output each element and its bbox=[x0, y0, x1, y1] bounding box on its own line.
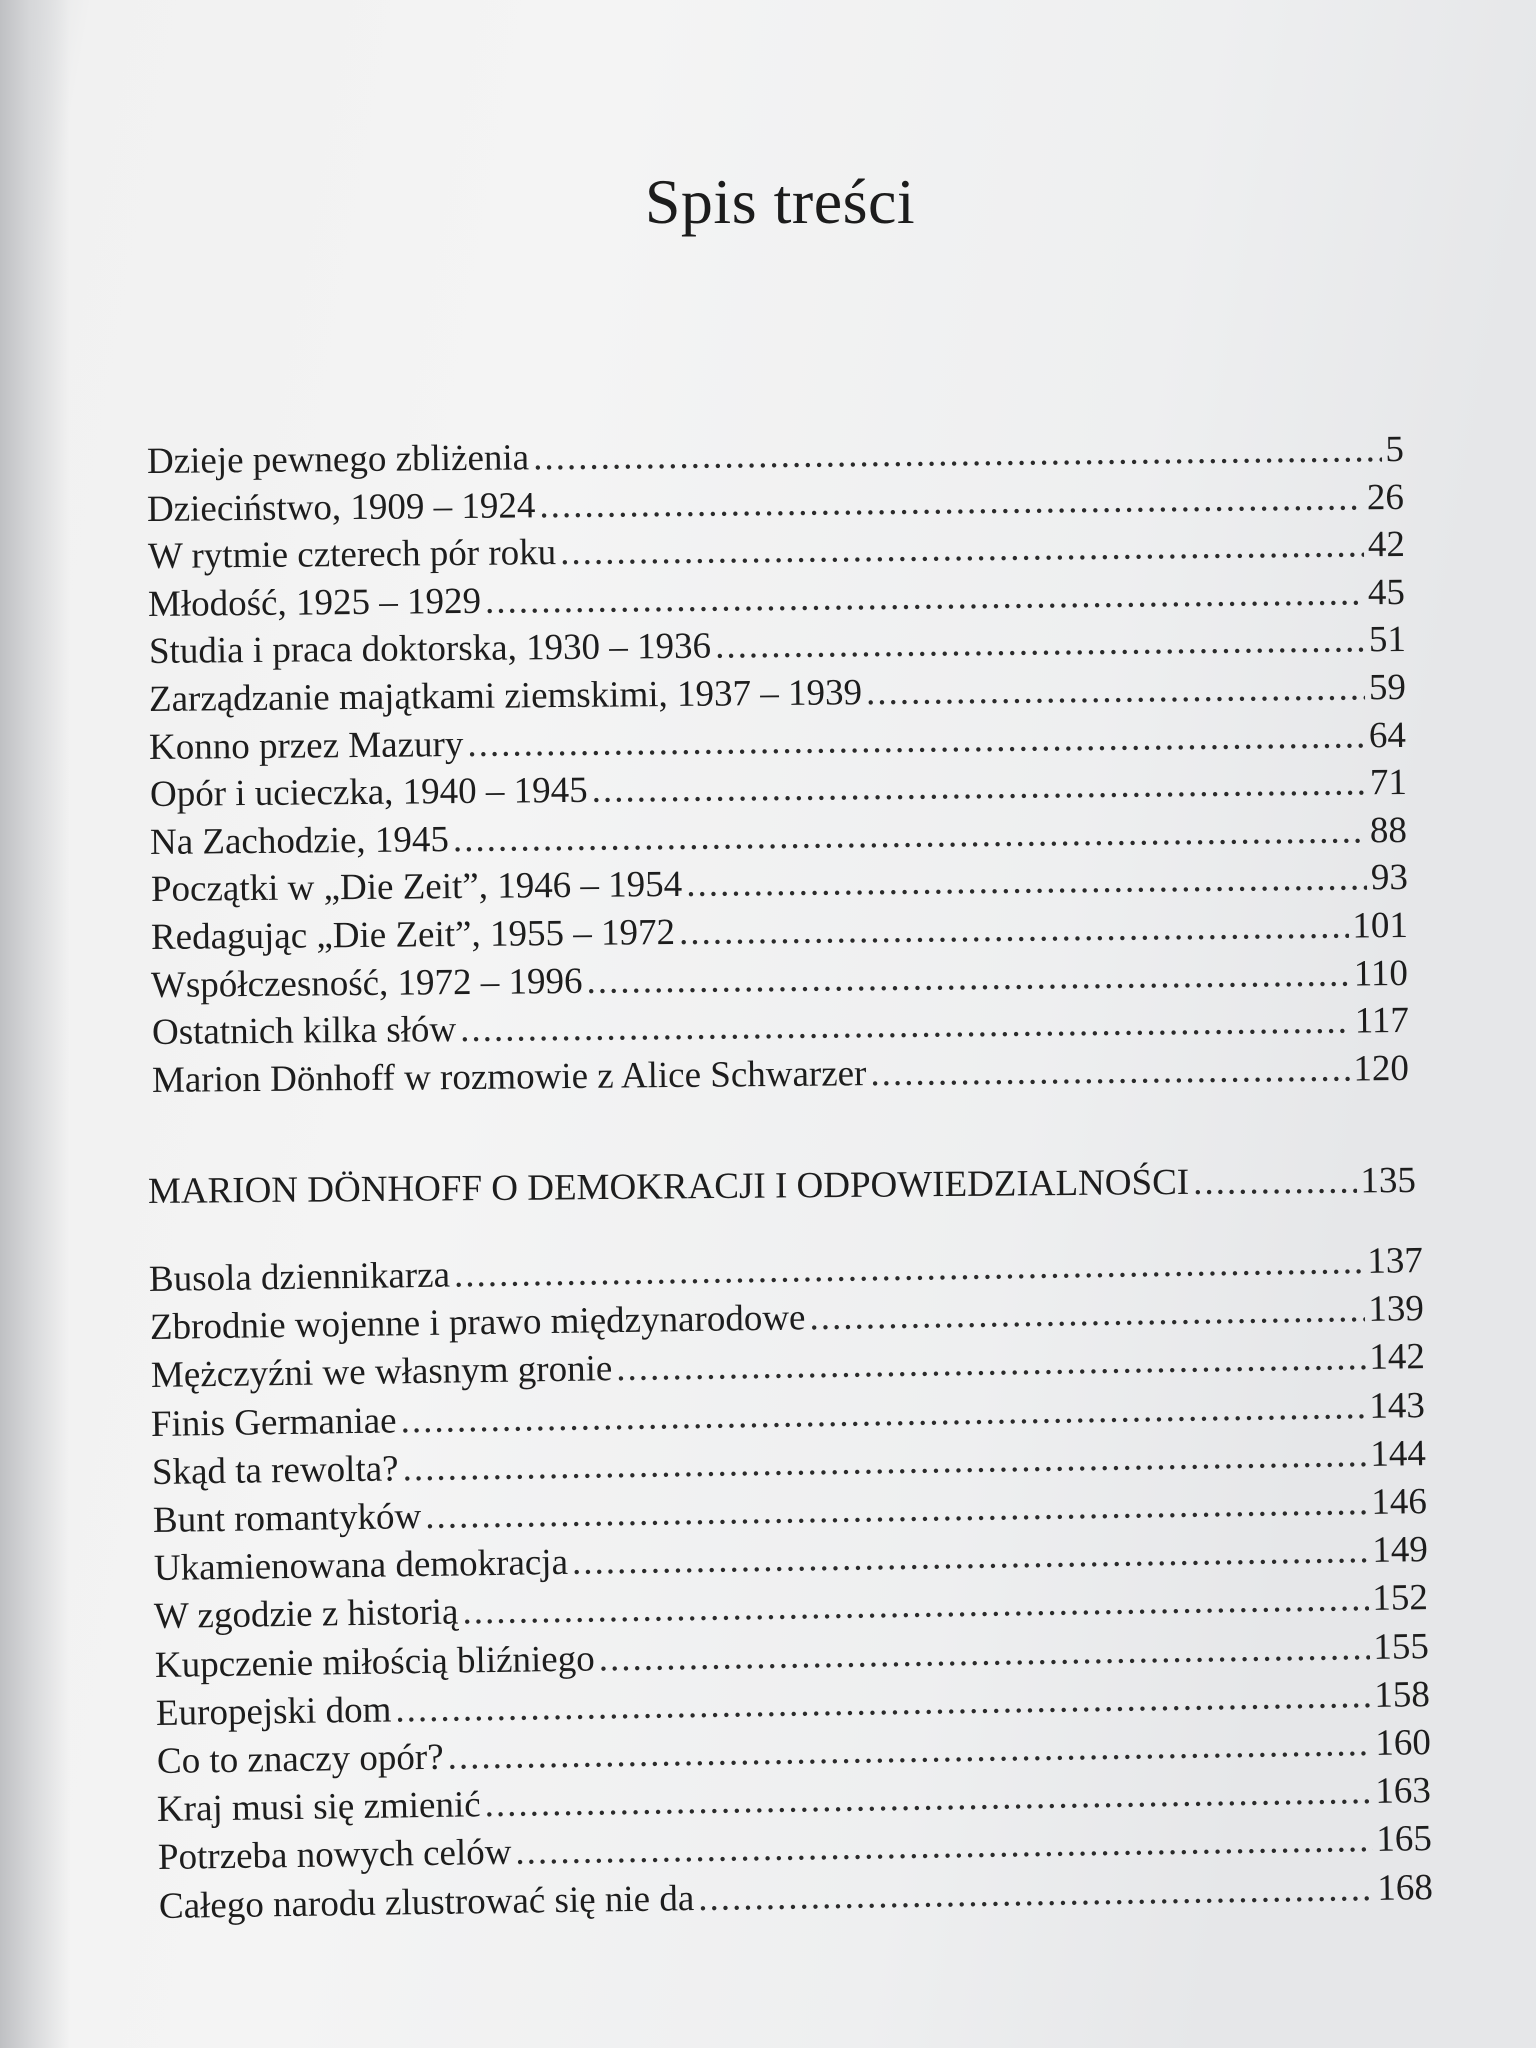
toc-entry bbox=[147, 476, 1404, 532]
toc-entry-title: Na Zachodzie, 1945 bbox=[149, 818, 450, 863]
toc-leader-dots bbox=[698, 1867, 1374, 1921]
toc-leader-dots bbox=[714, 619, 1364, 669]
toc-page-number: 143 bbox=[1369, 1384, 1426, 1427]
toc-page-number: 26 bbox=[1367, 476, 1405, 518]
toc-entry bbox=[148, 523, 1405, 579]
toc-page-number: 152 bbox=[1372, 1577, 1429, 1620]
toc-leader-dots bbox=[485, 571, 1364, 623]
toc-page-number: 51 bbox=[1368, 619, 1406, 661]
toc-entry bbox=[152, 999, 1409, 1055]
toc-page-number: 5 bbox=[1385, 428, 1405, 471]
toc-entry-title: Zbrodnie wojenne i prawo międzynarodowe bbox=[149, 1297, 806, 1349]
toc-page-number: 158 bbox=[1373, 1673, 1430, 1716]
toc-leader-dots bbox=[453, 809, 1366, 862]
toc-entry-title: Studia i praca doktorska, 1930 – 1936 bbox=[148, 625, 711, 673]
toc-page-number: 88 bbox=[1369, 809, 1408, 852]
toc-entry-title: Europejski dom bbox=[155, 1689, 392, 1734]
toc-leader-dots bbox=[809, 1288, 1365, 1340]
toc-entry-title: Całego narodu zlustrować się nie da bbox=[158, 1877, 695, 1927]
toc-entry-title: Kupczenie miłością bliźniego bbox=[154, 1638, 595, 1686]
toc-entry-title: Skąd ta rewolta? bbox=[151, 1448, 399, 1493]
toc-entry-title: Ukamienowana demokracja bbox=[153, 1542, 568, 1590]
toc-entry bbox=[148, 571, 1405, 627]
toc-entry-title: Mężczyźni we własnym gronie bbox=[150, 1348, 613, 1397]
toc-entry bbox=[152, 1047, 1409, 1103]
toc-entry-title: Młodość, 1925 – 1929 bbox=[147, 580, 482, 625]
toc-entry-title: Co to znaczy opór? bbox=[156, 1736, 444, 1782]
toc-entry-title: Dzieje pewnego zbliżenia bbox=[146, 437, 530, 482]
toc-entry bbox=[150, 761, 1407, 817]
toc-leader-dots bbox=[615, 1336, 1365, 1391]
toc-leader-dots bbox=[587, 952, 1351, 1003]
toc-entry bbox=[147, 428, 1404, 484]
toc-leader-dots bbox=[679, 905, 1349, 955]
toc-page-number: 59 bbox=[1368, 666, 1407, 709]
toc-entry-title: Początki w „Die Zeit”, 1946 – 1954 bbox=[150, 864, 682, 911]
toc-leader-dots bbox=[515, 1818, 1373, 1875]
toc-entry-title: W rytmie czterech pór roku bbox=[147, 532, 557, 578]
toc-page-number: 120 bbox=[1353, 1047, 1410, 1090]
toc-page-number: 42 bbox=[1367, 524, 1405, 566]
toc-page-number: 149 bbox=[1371, 1529, 1428, 1572]
toc-entry-title: Konno przez Mazury bbox=[149, 723, 464, 768]
toc-entry-title: Opór i ucieczka, 1940 – 1945 bbox=[149, 769, 588, 816]
toc-leader-dots bbox=[460, 1000, 1351, 1053]
toc-entry bbox=[150, 809, 1407, 865]
toc-leader-dots bbox=[866, 666, 1365, 715]
toc-leader-dots bbox=[454, 1240, 1364, 1297]
toc-page-number: 110 bbox=[1353, 952, 1409, 995]
toc-page-number: 168 bbox=[1376, 1866, 1433, 1909]
toc-entry-title: MARION DÖNHOFF O DEMOKRACJI I ODPOWIEDZIALNOŚCI bbox=[147, 1161, 1190, 1212]
toc-leader-dots bbox=[870, 1047, 1349, 1096]
page-title: Spis treści bbox=[644, 166, 916, 237]
toc-leader-dots bbox=[560, 524, 1364, 576]
toc-entry-title: Dzieciństwo, 1909 – 1924 bbox=[147, 484, 537, 530]
toc-entry-title: Busola dziennikarza bbox=[148, 1254, 451, 1300]
toc-entry bbox=[150, 856, 1407, 912]
toc-entry bbox=[149, 714, 1406, 770]
toc-page-number: 135 bbox=[1360, 1159, 1417, 1202]
toc-entry bbox=[148, 618, 1405, 674]
toc-page-number: 163 bbox=[1375, 1770, 1432, 1813]
toc-entry bbox=[151, 904, 1408, 960]
toc-entry-title: Współczesność, 1972 – 1996 bbox=[151, 960, 584, 1006]
toc-section-heading bbox=[148, 1159, 1416, 1214]
toc-entry-title: Kraj musi się zmienić bbox=[156, 1784, 482, 1831]
toc-entry-title: Ostatnich kilka słów bbox=[151, 1009, 457, 1054]
toc-leader-dots bbox=[468, 714, 1366, 767]
toc-page-number: 142 bbox=[1368, 1336, 1425, 1379]
toc-page-number: 101 bbox=[1352, 904, 1409, 947]
toc-page-number: 137 bbox=[1367, 1240, 1424, 1282]
toc-leader-dots bbox=[1193, 1159, 1357, 1204]
toc-entry bbox=[151, 952, 1408, 1008]
toc-page-number: 160 bbox=[1374, 1722, 1431, 1764]
toc-page-number: 155 bbox=[1373, 1625, 1430, 1668]
toc-leader-dots bbox=[540, 476, 1364, 528]
toc-entry-title: Finis Germaniae bbox=[150, 1399, 398, 1445]
toc-page-number: 45 bbox=[1367, 571, 1406, 614]
toc-leader-dots bbox=[533, 428, 1382, 480]
toc-leader-dots bbox=[571, 1529, 1368, 1585]
toc-leader-dots bbox=[462, 1577, 1369, 1634]
toc-entry-title: Zarządzanie majątkami ziemskimi, 1937 – 1939 bbox=[148, 672, 863, 720]
toc-entry-title: W zgodzie z historią bbox=[153, 1591, 459, 1638]
toc-leader-dots bbox=[447, 1722, 1371, 1780]
toc-page-number: 144 bbox=[1370, 1432, 1427, 1475]
toc-entry-title: Potrzeba nowych celów bbox=[157, 1832, 512, 1879]
toc-entry-title: Marion Dönhoff w rozmowie z Alice Schwarzer bbox=[151, 1052, 867, 1101]
toc-page-number: 71 bbox=[1369, 762, 1407, 804]
toc-entry bbox=[149, 666, 1406, 722]
toc-entry-title: Bunt romantyków bbox=[152, 1496, 422, 1541]
toc-leader-dots bbox=[591, 762, 1366, 813]
toc-page-number: 117 bbox=[1354, 1000, 1409, 1042]
toc-page-number: 146 bbox=[1370, 1481, 1427, 1523]
toc-entry-title: Redagując „Die Zeit”, 1955 – 1972 bbox=[150, 911, 676, 958]
toc-page-number: 165 bbox=[1376, 1818, 1433, 1861]
toc-leader-dots bbox=[485, 1770, 1372, 1827]
toc-leader-dots bbox=[598, 1626, 1369, 1681]
toc-page-number: 64 bbox=[1369, 714, 1407, 756]
toc-leader-dots bbox=[686, 857, 1367, 908]
toc-page-number: 93 bbox=[1370, 857, 1408, 899]
toc-page-number: 139 bbox=[1367, 1288, 1424, 1331]
